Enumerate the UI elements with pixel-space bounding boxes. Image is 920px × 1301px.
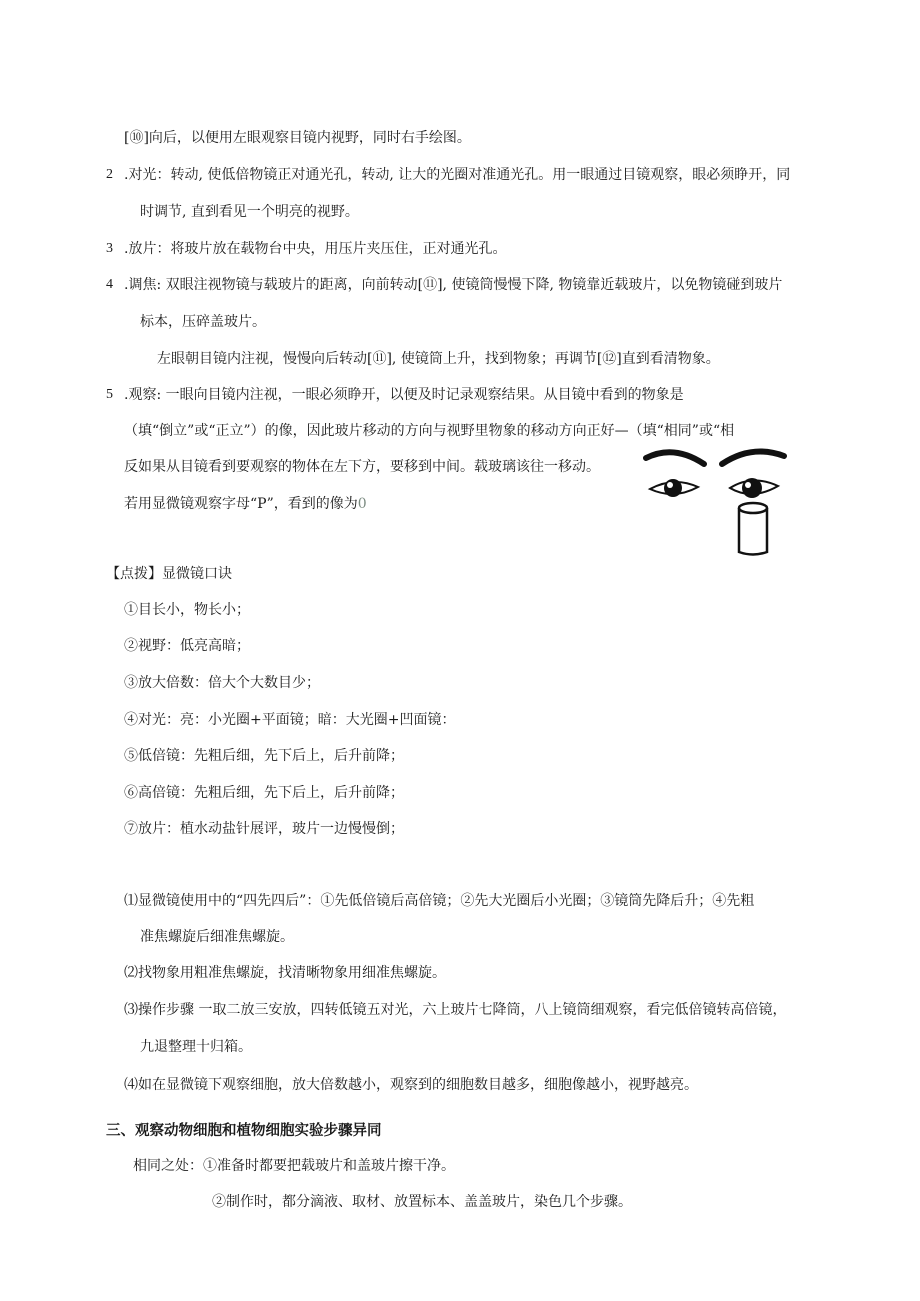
tips-item-5: ⑤低倍镜：先粗后细，先下后上，后升前降；	[124, 748, 404, 764]
note-3-line1: ⑶操作步骤 一取二放三安放，四转低镜五对光，六上玻片七降筒，八上镜筒细观察，看完低倍镜转高倍镜，	[124, 1002, 787, 1018]
tips-item-7: ⑦放片：植水动盐针展评，玻片一边慢慢倒；	[124, 821, 404, 837]
note-1-line1: ⑴显微镜使用中的“四先四后”：①先低倍镜后高倍镜；②先大光圈后小光圈；③镜筒先降后升；④先粗	[124, 893, 755, 909]
tips-item-6: ⑥高倍镜：先粗后细，先下后上，后升前降；	[124, 785, 404, 801]
step1-continuation: [⑩]向后，以便用左眼观察目镜内视野，同时右手绘图。	[124, 130, 471, 146]
step2-text-line1: .对光：转动, 使低倍物镜正对通光孔，转动, 让大的光圈对准通光孔。用一眼通过目镜观察，眼必须睁开，同	[124, 167, 791, 183]
right-eye-icon	[722, 452, 784, 499]
step2-number: 2	[106, 167, 113, 182]
note-4: ⑷如在显微镜下观察细胞，放大倍数越小，观察到的细胞数目越多，细胞像越小，视野越亮。	[124, 1077, 698, 1093]
step4-text-line2: 标本，压碎盖玻片。	[140, 314, 266, 330]
note-2: ⑵找物象用粗准焦螺旋，找清晰物象用细准焦螺旋。	[124, 965, 446, 981]
note-3-line2: 九退整理十归箱。	[140, 1039, 252, 1055]
section3-same-1: 相同之处：①准备时都要把载玻片和盖玻片擦干净。	[133, 1158, 455, 1174]
step5-text-line2: （填“倒立”或“正立”）的像，因此玻片移动的方向与视野里物象的移动方向正好—（填“相同”或“相	[124, 423, 735, 439]
step5-answer-mark: 0	[357, 496, 367, 512]
eyes-illustration	[640, 446, 810, 558]
step5-text-line3: 反如果从目镜看到要观察的物体在左下方，要移到中间。载玻璃该往一移动。	[124, 459, 600, 475]
eyepiece-icon	[739, 503, 767, 555]
tips-item-2: ②视野：低亮高暗；	[124, 638, 250, 654]
step5-text-line4	[124, 495, 367, 513]
step4-text-line1: .调焦: 双眼注视物镜与载玻片的距离，向前转动[⑪], 使镜筒慢慢下降, 物镜靠近载玻片，以免物镜碰到玻片	[124, 277, 783, 293]
step5-number: 5	[106, 387, 113, 402]
step5-question: 若用显微镜观察字母“P”，看到的像为	[124, 496, 358, 512]
step3-text: .放片：将玻片放在载物台中央，用压片夹压住，正对通光孔。	[124, 241, 507, 257]
tips-item-1: ①目长小，物长小；	[124, 602, 250, 618]
step5-text-line1: .观察: 一眼向目镜内注视，一眼必须睁开，以便及时记录观察结果。从目镜中看到的物象是	[124, 387, 684, 403]
step3-number: 3	[106, 241, 113, 256]
tips-title: 【点拨】显微镜口诀	[106, 566, 232, 582]
step2-text-line2: 时调节, 直到看见一个明亮的视野。	[140, 204, 359, 220]
tips-item-3: ③放大倍数：倍大个大数目少；	[124, 675, 320, 691]
left-eye-icon	[646, 452, 704, 497]
step4-number: 4	[106, 277, 113, 292]
note-1-line2: 准焦螺旋后细准焦螺旋。	[140, 929, 294, 945]
tips-item-4: ④对光：亮：小光圈+平面镜；暗：大光圈+凹面镜：	[124, 712, 456, 728]
section3-same-2: ②制作时，都分滴液、取材、放置标本、盖盖玻片，染色几个步骤。	[212, 1194, 632, 1210]
step4-text-line3: 左眼朝目镜内注视，慢慢向后转动[⑪], 使镜筒上升，找到物象；再调节[⑫]直到看清物象。	[157, 351, 720, 367]
section3-heading: 三、观察动物细胞和植物细胞实验步骤异同	[106, 1123, 382, 1139]
